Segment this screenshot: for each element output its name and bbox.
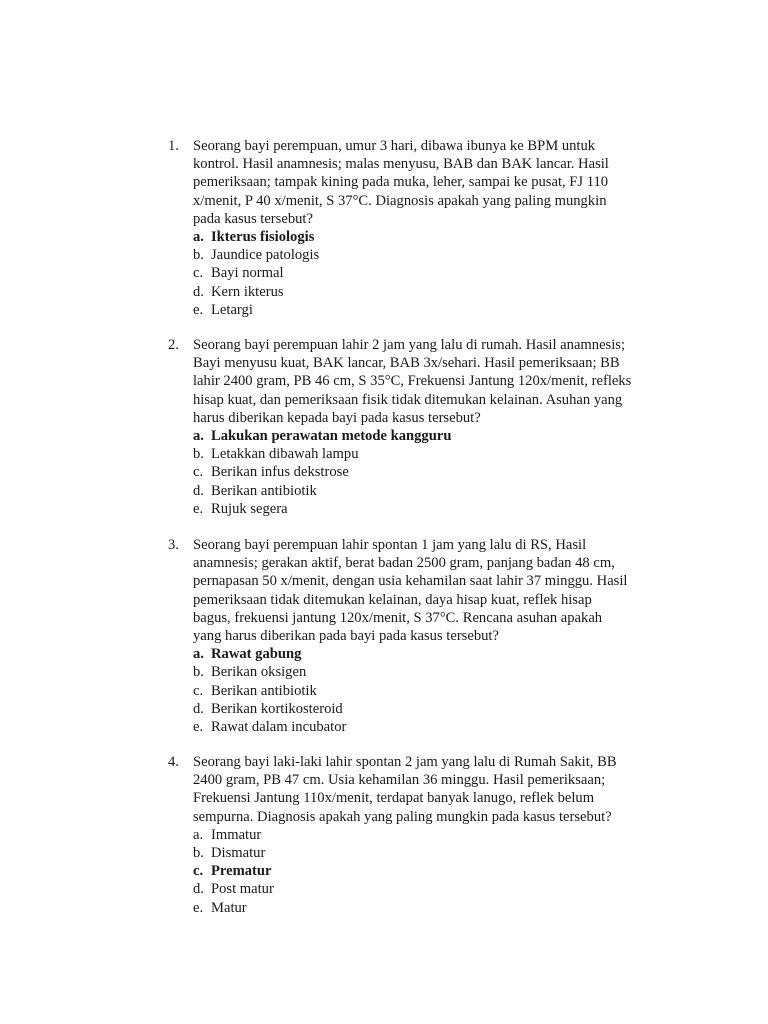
- question-line: Seorang bayi perempuan, umur 3 hari, dibawa ibunya ke BPM untuk: [193, 138, 596, 154]
- option-text: Bayi normal: [211, 265, 284, 282]
- question-body: [193, 137, 648, 319]
- question-text: [193, 137, 648, 228]
- option-letter: d.: [193, 881, 204, 898]
- option-text: Letargi: [211, 301, 253, 318]
- option-letter: c.: [193, 265, 204, 282]
- option-text: Berikan oksigen: [211, 664, 307, 681]
- question-number: 3.: [168, 537, 179, 553]
- question-4: [168, 753, 648, 917]
- question-line: Seorang bayi laki-laki lahir spontan 2 jam yang lalu di Rumah Sakit, BB: [193, 754, 617, 770]
- option-letter: b.: [193, 446, 204, 463]
- option-d: [193, 880, 648, 898]
- question-line: anamnesis; gerakan aktif, berat badan 2500 gram, panjang badan 48 cm,: [193, 555, 615, 572]
- option-letter: a.: [193, 826, 204, 843]
- answer-options: [193, 228, 648, 319]
- option-e: [193, 301, 648, 319]
- option-a: [193, 826, 648, 844]
- question-line: pemeriksaan tidak ditemukan kelainan, daya hisap kuat, reflek hisap: [193, 591, 592, 608]
- option-text: Kern ikterus: [211, 283, 284, 300]
- option-letter: b.: [193, 845, 204, 862]
- question-3: [168, 536, 648, 736]
- question-body: [193, 753, 648, 917]
- option-text: Rawat dalam incubator: [211, 719, 347, 736]
- option-letter: e.: [193, 301, 204, 318]
- option-c: [193, 463, 648, 481]
- option-letter: d.: [193, 482, 204, 499]
- option-text: Berikan kortikosteroid: [211, 700, 343, 717]
- question-line: pernapasan 50 x/menit, dengan usia kehamilan saat lahir 37 minggu. Hasil: [193, 573, 628, 590]
- question-line: yang harus diberikan pada bayi pada kasus tersebut?: [193, 628, 499, 645]
- option-letter: e.: [193, 500, 204, 517]
- option-text: Jaundice patologis: [211, 247, 320, 264]
- option-text: Berikan antibiotik: [211, 482, 317, 499]
- question-line: x/menit, P 40 x/menit, S 37°C. Diagnosis apakah yang paling mungkin: [193, 192, 607, 209]
- answer-options: [193, 826, 648, 917]
- option-b: [193, 663, 648, 681]
- option-letter: a.: [193, 646, 204, 663]
- question-line: 2400 gram, PB 47 cm. Usia kehamilan 36 minggu. Hasil pemeriksaan;: [193, 772, 606, 789]
- option-letter: a.: [193, 428, 204, 445]
- question-line: pemeriksaan; tampak kining pada muka, leher, sampai ke pusat, FJ 110: [193, 174, 609, 191]
- question-line: Seorang bayi perempuan lahir spontan 1 jam yang lalu di RS, Hasil: [193, 537, 587, 553]
- question-line: Bayi menyusu kuat, BAK lancar, BAB 3x/sehari. Hasil pemeriksaan; BB: [193, 355, 620, 372]
- question-text: [193, 336, 648, 427]
- option-a-correct: [193, 645, 648, 663]
- option-text: Matur: [211, 899, 247, 916]
- option-letter: a.: [193, 229, 204, 246]
- option-text: Rawat gabung: [211, 646, 302, 663]
- question-1: [168, 137, 648, 319]
- option-letter: e.: [193, 719, 204, 736]
- option-d: [193, 700, 648, 718]
- question-body: [193, 536, 648, 736]
- option-c-correct: [193, 862, 648, 880]
- option-letter: d.: [193, 700, 204, 717]
- question-text: [193, 753, 648, 826]
- option-letter: c.: [193, 863, 204, 880]
- option-letter: d.: [193, 283, 204, 300]
- option-e: [193, 718, 648, 736]
- option-text: Immatur: [211, 826, 262, 843]
- answer-options: [193, 427, 648, 518]
- question-line: harus diberikan kepada bayi pada kasus tersebut?: [193, 409, 481, 426]
- answer-options: [193, 645, 648, 736]
- option-a-correct: [193, 427, 648, 445]
- question-number: 4.: [168, 754, 179, 770]
- option-letter: c.: [193, 682, 204, 699]
- option-d: [193, 482, 648, 500]
- question-number: 2.: [168, 337, 179, 353]
- option-e: [193, 500, 648, 518]
- option-text: Berikan antibiotik: [211, 682, 317, 699]
- option-c: [193, 264, 648, 282]
- question-line: lahir 2400 gram, PB 46 cm, S 35°C, Frekuensi Jantung 120x/menit, refleks: [193, 373, 632, 390]
- option-text: Ikterus fisiologis: [211, 229, 315, 246]
- question-text: [193, 536, 648, 645]
- question-line: sempurna. Diagnosis apakah yang paling mungkin pada kasus tersebut?: [193, 808, 612, 825]
- option-b: [193, 445, 648, 463]
- question-line: Seorang bayi perempuan lahir 2 jam yang lalu di rumah. Hasil anamnesis;: [193, 337, 626, 353]
- option-text: Lakukan perawatan metode kangguru: [211, 428, 452, 445]
- question-2: [168, 336, 648, 518]
- option-letter: e.: [193, 899, 204, 916]
- question-line: kontrol. Hasil anamnesis; malas menyusu, BAB dan BAK lancar. Hasil: [193, 156, 609, 173]
- option-text: Letakkan dibawah lampu: [211, 446, 359, 463]
- option-d: [193, 283, 648, 301]
- question-line: hisap kuat, dan pemeriksaan fisik tidak ditemukan kelainan. Asuhan yang: [193, 391, 623, 408]
- option-letter: b.: [193, 664, 204, 681]
- option-text: Prematur: [211, 863, 272, 880]
- option-c: [193, 682, 648, 700]
- option-b: [193, 246, 648, 264]
- question-line: bagus, frekuensi jantung 120x/menit, S 37°C. Rencana asuhan apakah: [193, 609, 603, 626]
- option-text: Berikan infus dekstrose: [211, 464, 349, 481]
- option-text: Rujuk segera: [211, 500, 288, 517]
- question-number: 1.: [168, 138, 179, 154]
- option-text: Post matur: [211, 881, 274, 898]
- option-a-correct: [193, 228, 648, 246]
- option-b: [193, 844, 648, 862]
- option-text: Dismatur: [211, 845, 266, 862]
- option-letter: c.: [193, 464, 204, 481]
- option-letter: b.: [193, 247, 204, 264]
- question-line: pada kasus tersebut?: [193, 210, 313, 227]
- question-line: Frekuensi Jantung 110x/menit, terdapat banyak lanugo, reflek belum: [193, 790, 595, 807]
- question-body: [193, 336, 648, 518]
- option-e: [193, 899, 648, 917]
